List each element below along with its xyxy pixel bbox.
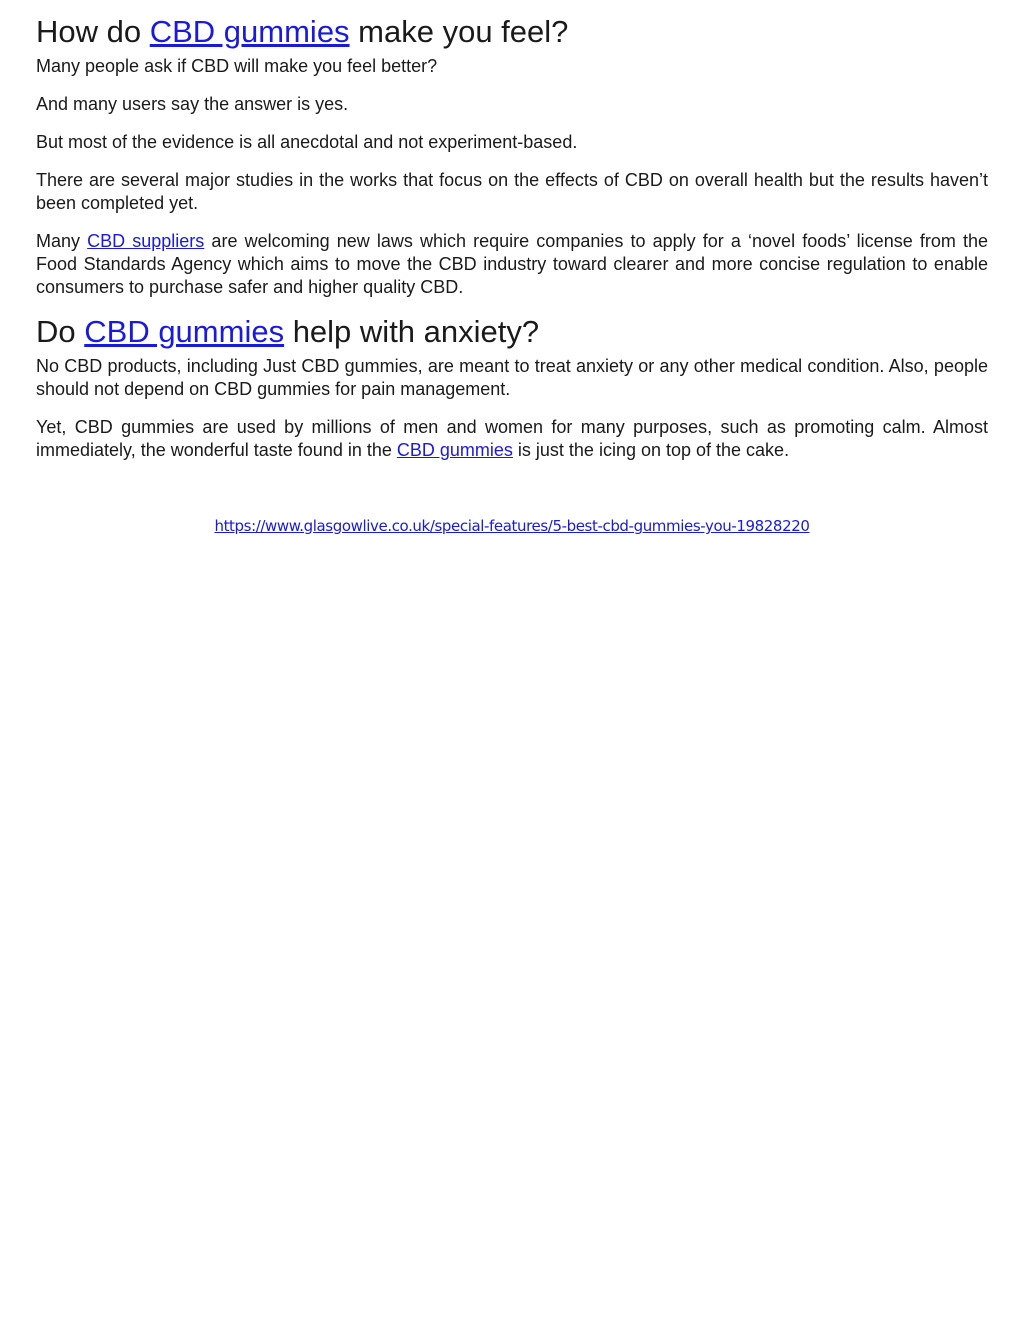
document-body [36,0,988,477]
cbd-gummies-heading-link[interactable]: CBD gummies [84,314,285,349]
heading-cbd-gummies-anxiety [36,314,988,350]
paragraph-text-after: are welcoming new laws which require companies to apply for a ‘novel foods’ license from the Food Standards Agency which aims to move the CBD industry toward clearer and more concise regulation to enable consumers to purchase safer and higher quality CBD. [36,231,988,297]
cbd-gummies-heading-link[interactable]: CBD gummies [149,14,350,49]
paragraph-text-after: is just the icing on top of the cake. [512,440,790,460]
heading-text-before: How do [36,14,150,49]
heading-text-before: Do [36,314,85,349]
paragraph-evidence-anecdotal: But most of the evidence is all anecdotal and not experiment-based. [36,132,578,152]
paragraph-major-studies: There are several major studies in the works that focus on the effects of CBD on overall health but the results haven’t been completed yet. [36,170,988,213]
paragraph-text-before: Yet, CBD gummies are used by millions of men and women for many purposes, such as promoting calm. Almost immediately, the wonderful taste found in the [36,417,988,460]
paragraph-novel-foods [36,230,988,299]
paragraph-feel-better: Many people ask if CBD will make you feel better? [36,56,438,76]
source-link-container [0,516,1024,536]
paragraph-text-before: Many [36,231,88,251]
cbd-suppliers-link[interactable]: CBD suppliers [87,231,205,251]
paragraph-not-treatment: No CBD products, including Just CBD gummies, are meant to treat anxiety or any other medical condition. Also, people should not depend on CBD gummies for pain management. [36,356,988,399]
heading-text-after: help with anxiety? [284,314,540,349]
cbd-gummies-inline-link[interactable]: CBD gummies [396,440,513,460]
paragraph-promoting-calm [36,416,988,462]
heading-text-after: make you feel? [349,14,569,49]
source-url-link[interactable]: https://www.glasgowlive.co.uk/special-features/5-best-cbd-gummies-you-19828220 [214,517,810,535]
paragraph-users-say-yes: And many users say the answer is yes. [36,94,349,114]
heading-how-cbd-gummies-feel [36,14,988,50]
